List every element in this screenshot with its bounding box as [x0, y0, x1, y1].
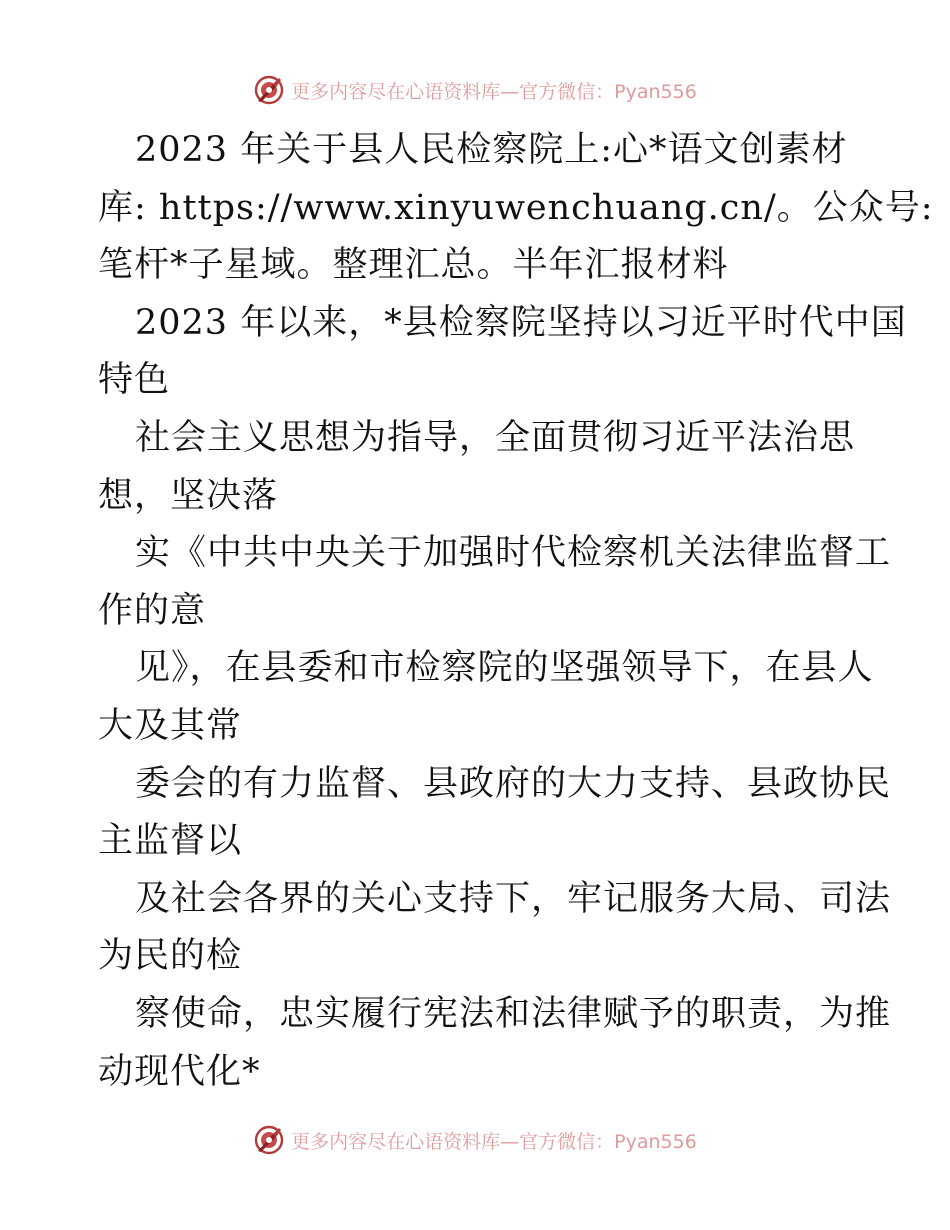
- footer-banner: [0, 1120, 950, 1160]
- paragraph-line: 2023 年关于县人民检察院上:心*语文创素材: [135, 130, 848, 170]
- paragraph-line: 2023 年以来，*县检察院坚持以习近平时代中国: [135, 302, 907, 343]
- paragraph-line: 见》，在县委和市检察院的坚强领导下，在县人: [135, 648, 874, 689]
- paragraph-line: 笔杆*子星域。整理汇总。半年汇报材料: [98, 245, 729, 286]
- paragraph-line: 主监督以: [98, 821, 243, 862]
- document-body: [98, 122, 934, 1101]
- paragraph-line: 作的意: [98, 590, 207, 631]
- paragraph-line: 社会主义思想为指导，全面贯彻习近平法治思: [135, 417, 856, 458]
- paragraph-line: 及社会各界的关心支持下，牢记服务大局、司法: [135, 878, 892, 919]
- paragraph-line: 委会的有力监督、县政府的大力支持、县政协民: [135, 763, 892, 804]
- paragraph-line: 实《中共中央关于加强时代检察机关法律监督工: [135, 533, 892, 574]
- paragraph-line: 为民的检: [98, 936, 243, 977]
- footer-banner-content: [253, 1124, 697, 1156]
- paragraph-line: 特色: [98, 360, 171, 401]
- paragraph-line: 动现代化*: [98, 1051, 261, 1092]
- header-banner-content: [253, 74, 697, 106]
- logo-icon: [253, 1124, 285, 1156]
- paragraph-line: 大及其常: [98, 705, 243, 746]
- footer-banner-text: 更多内容尽在心语资料库—官方微信：Pyan556: [291, 1130, 697, 1153]
- logo-icon: [253, 74, 285, 106]
- header-banner-text: 更多内容尽在心语资料库—官方微信：Pyan556: [291, 80, 697, 103]
- paragraph-line: 察使命，忠实履行宪法和法律赋予的职责，为推: [135, 993, 892, 1034]
- paragraph-line: 库: https://www.xinyuwenchuang.cn/。公众号:: [98, 187, 934, 228]
- header-banner: [0, 70, 950, 110]
- paragraph-line: 想，坚决落: [98, 475, 279, 516]
